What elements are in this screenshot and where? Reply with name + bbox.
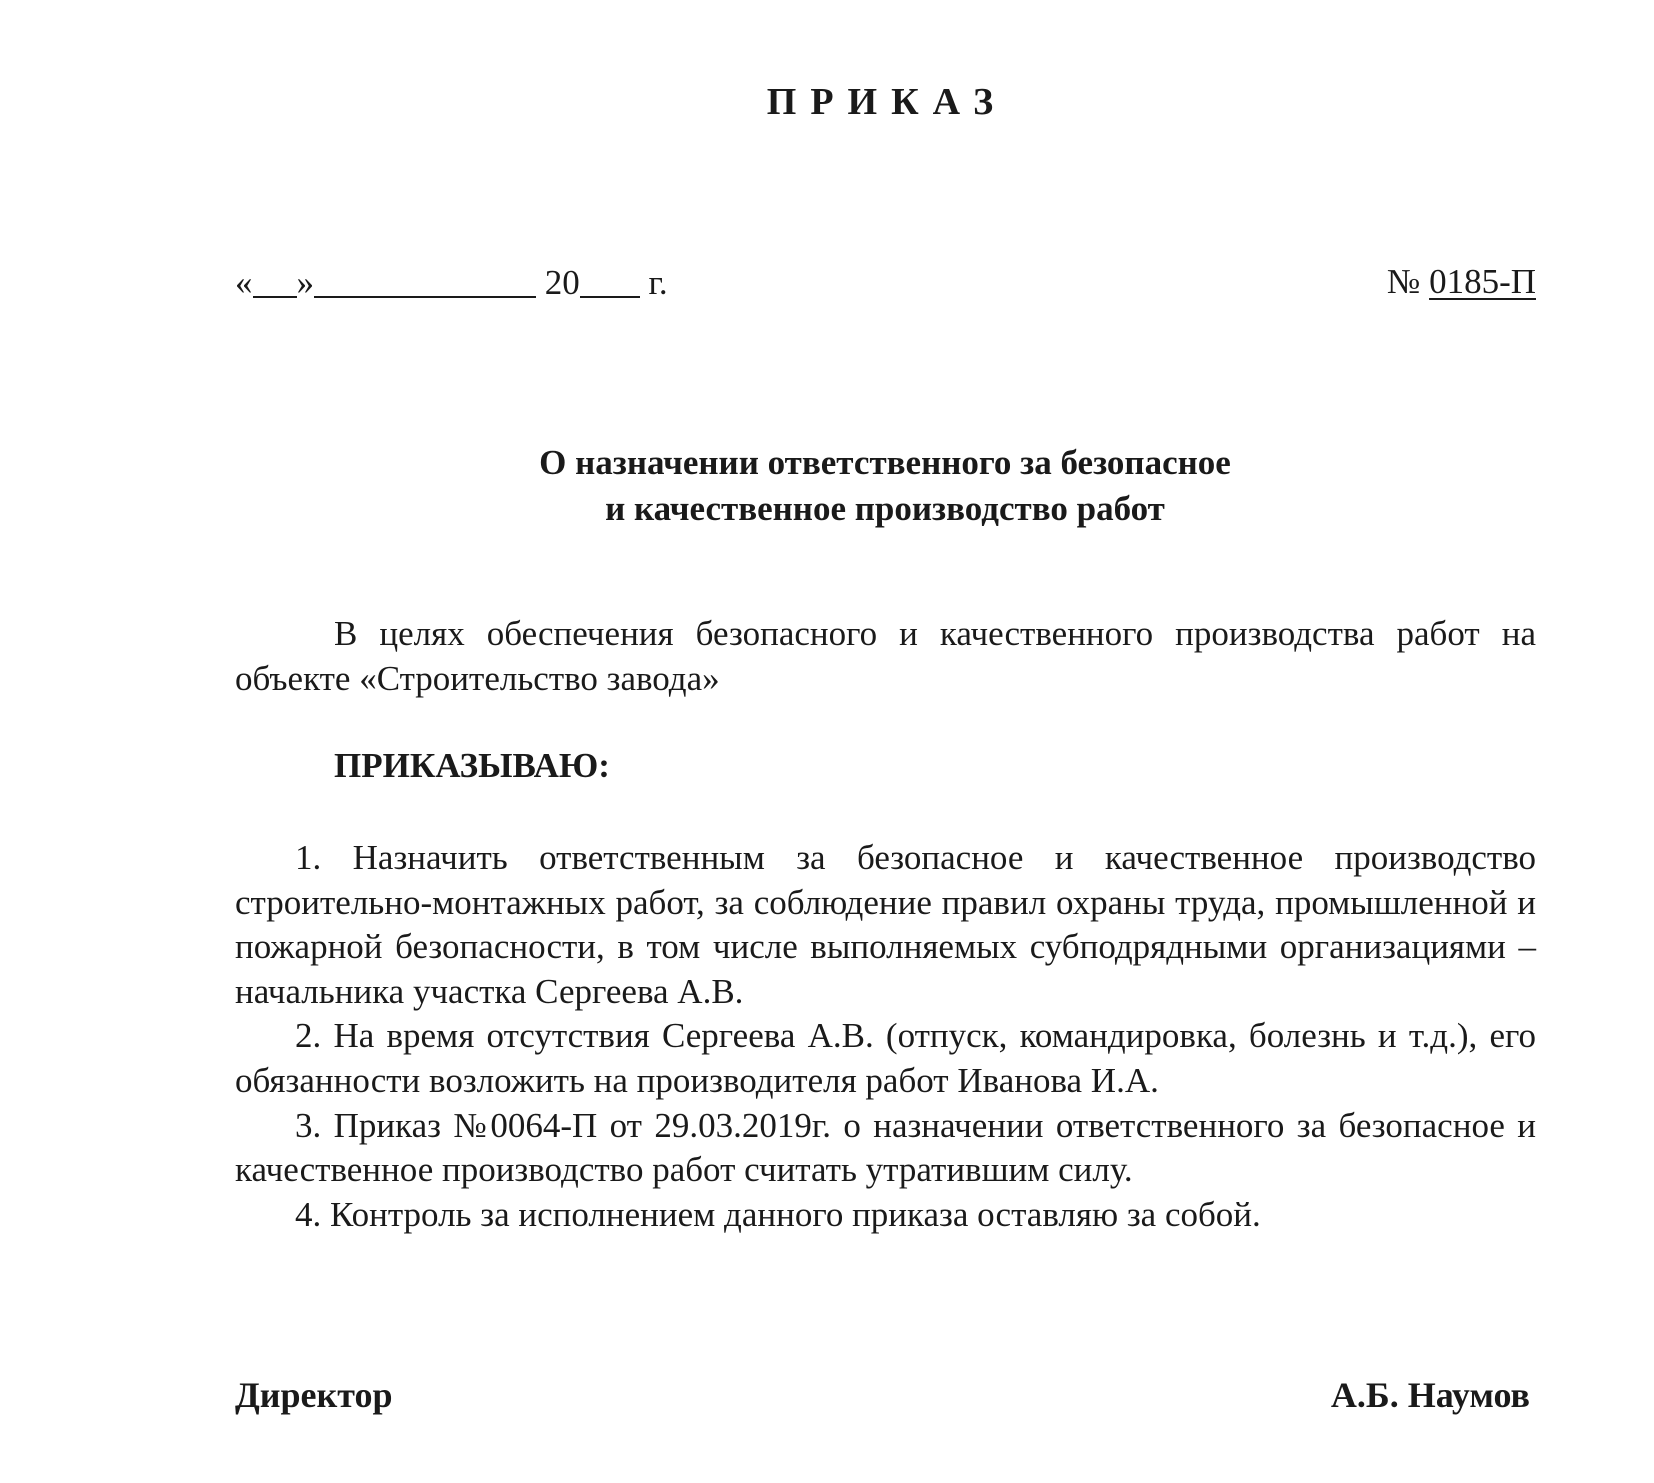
- subject-line-2: и качественное производство работ: [605, 489, 1165, 528]
- item-number: 1.: [295, 838, 322, 877]
- order-items-list: [235, 836, 1536, 1237]
- subject-line-1: О назначении ответственного за безопасное: [539, 443, 1231, 482]
- signatory-role: Директор: [235, 1375, 393, 1415]
- signatory-name: А.Б. Наумов: [1330, 1375, 1530, 1415]
- order-number: [1387, 262, 1536, 302]
- item-text: На время отсутствия Сергеева А.В. (отпуск, командировка, болезнь и т.д.), его обязанности возложить на производителя работ Иванова И.А.: [235, 1016, 1536, 1100]
- list-item: [235, 1193, 1536, 1238]
- item-number: 2.: [295, 1016, 322, 1056]
- year-blank: [580, 266, 640, 298]
- date-open-quote: «: [235, 263, 253, 302]
- order-subject: [440, 440, 1330, 532]
- document-title: ПРИКАЗ: [766, 81, 1008, 123]
- item-number: 4.: [295, 1194, 322, 1234]
- item-text: Контроль за исполнением данного приказа оставляю за собой.: [330, 1194, 1261, 1234]
- year-suffix: г.: [648, 263, 668, 302]
- preamble-paragraph: В целях обеспечения безопасного и качественного производства работ на объекте «Строительство завода»: [235, 614, 1536, 698]
- item-number: 3.: [295, 1105, 322, 1145]
- list-item: [235, 1014, 1536, 1103]
- order-number-value: 0185-П: [1429, 262, 1536, 301]
- month-blank: [314, 266, 536, 298]
- list-item: [235, 1104, 1536, 1193]
- list-item: [235, 836, 1536, 1014]
- day-blank: [253, 266, 297, 298]
- orders-heading: ПРИКАЗЫВАЮ:: [334, 746, 610, 785]
- item-text: Приказ №0064-П от 29.03.2019г. о назначении ответственного за безопасное и качественное производство работ считать утратившим силу.: [235, 1105, 1537, 1190]
- date-close-quote: »: [296, 263, 314, 302]
- item-text: Назначить ответственным за безопасное и качественное производство строительно-монтажных работ, за соблюдение правил охраны труда, промышленной и пожарной безопасности, в том числе выполняемых субподрядными организациями – начальника участка Сергеева А.В.: [235, 838, 1536, 1011]
- year-prefix: 20: [544, 263, 580, 302]
- date-line: [235, 262, 668, 303]
- number-symbol: №: [1386, 262, 1421, 301]
